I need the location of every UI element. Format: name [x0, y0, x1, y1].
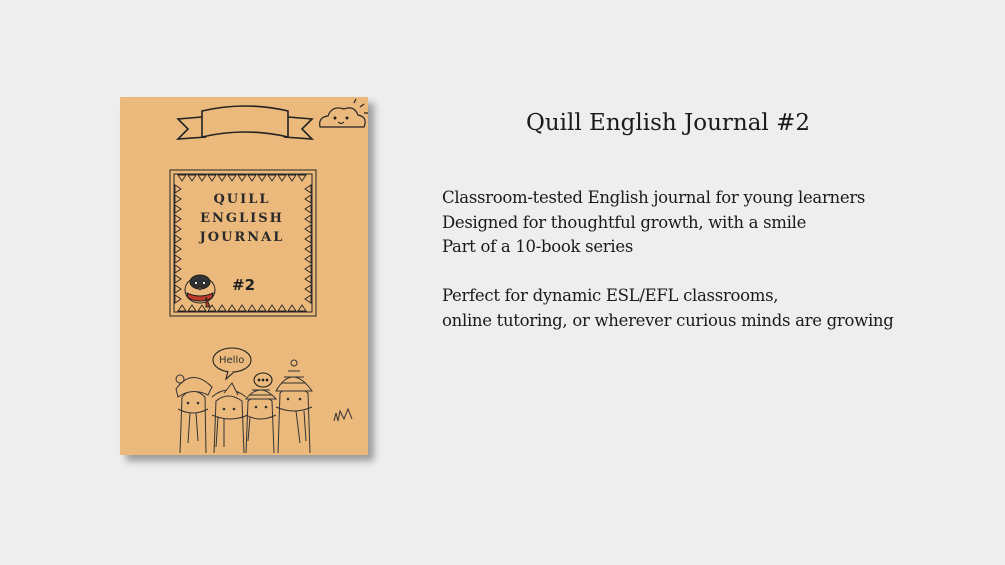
triangle-decoration — [175, 295, 181, 303]
triangle-decoration — [175, 195, 181, 203]
triangle-decoration — [305, 185, 311, 193]
triangle-decoration — [175, 215, 181, 223]
description-line: Part of a 10-book series — [442, 237, 634, 256]
triangle-decoration — [278, 175, 286, 181]
triangle-decoration — [305, 275, 311, 283]
banner-ribbon-icon — [178, 106, 312, 139]
triangle-decoration — [175, 235, 181, 243]
triangle-decoration — [175, 255, 181, 263]
triangle-decoration — [305, 205, 311, 213]
triangle-decoration — [178, 175, 186, 181]
usage-line: Perfect for dynamic ESL/EFL classrooms, — [442, 286, 779, 305]
triangle-decoration — [218, 305, 226, 311]
triangle-decoration — [175, 185, 181, 193]
triangle-decoration — [298, 305, 306, 311]
triangle-decoration — [258, 305, 266, 311]
cover-title-line: ENGLISH — [200, 211, 284, 226]
cloud-icon — [320, 99, 368, 127]
triangle-decoration — [305, 215, 311, 223]
description-line: Designed for thoughtful growth, with a smile — [442, 212, 807, 232]
triangle-decoration — [305, 285, 311, 293]
triangle-decoration — [198, 175, 206, 181]
triangle-decoration — [305, 255, 311, 263]
speech-bubble-text: Hello — [219, 355, 245, 366]
triangle-decoration — [175, 205, 181, 213]
triangle-decoration — [268, 305, 276, 311]
triangle-decoration — [218, 175, 226, 181]
triangle-decoration — [198, 305, 206, 311]
product-description — [442, 186, 912, 333]
triangle-decoration — [288, 305, 296, 311]
cover-title-line: JOURNAL — [199, 230, 285, 245]
description-line: Classroom-tested English journal for young learners — [442, 188, 866, 207]
triangle-decoration — [305, 235, 311, 243]
product-title: Quill English Journal #2 — [526, 110, 810, 136]
triangle-decoration — [268, 175, 276, 181]
cover-title — [182, 190, 302, 247]
paragraph-gap — [442, 260, 912, 285]
triangle-decoration — [238, 175, 246, 181]
triangle-decoration — [305, 245, 311, 253]
triangle-decoration — [208, 175, 216, 181]
usage-line: online tutoring, or wherever curious minds are growing — [442, 310, 894, 330]
triangle-decoration — [228, 175, 236, 181]
triangle-decoration — [178, 305, 186, 311]
triangle-decoration — [188, 305, 196, 311]
triangle-decoration — [248, 305, 256, 311]
triangle-decoration — [288, 175, 296, 181]
book-cover — [120, 97, 368, 455]
triangle-decoration — [278, 305, 286, 311]
triangle-decoration — [228, 305, 236, 311]
triangle-decoration — [305, 265, 311, 273]
triangle-decoration — [175, 275, 181, 283]
triangle-decoration — [305, 225, 311, 233]
triangle-decoration — [175, 285, 181, 293]
speech-bubble-icon — [213, 348, 272, 387]
triangle-decoration — [258, 175, 266, 181]
cover-number: #2 — [232, 276, 256, 294]
triangle-decoration — [248, 175, 256, 181]
cover-title-line: QUILL — [213, 192, 271, 207]
triangle-decoration — [305, 295, 311, 303]
triangle-decoration — [175, 265, 181, 273]
penguin-icon — [185, 275, 215, 307]
triangle-decoration — [188, 175, 196, 181]
triangle-decoration — [305, 195, 311, 203]
triangle-decoration — [175, 245, 181, 253]
triangle-decoration — [298, 175, 306, 181]
triangle-decoration — [175, 225, 181, 233]
triangle-decoration — [238, 305, 246, 311]
